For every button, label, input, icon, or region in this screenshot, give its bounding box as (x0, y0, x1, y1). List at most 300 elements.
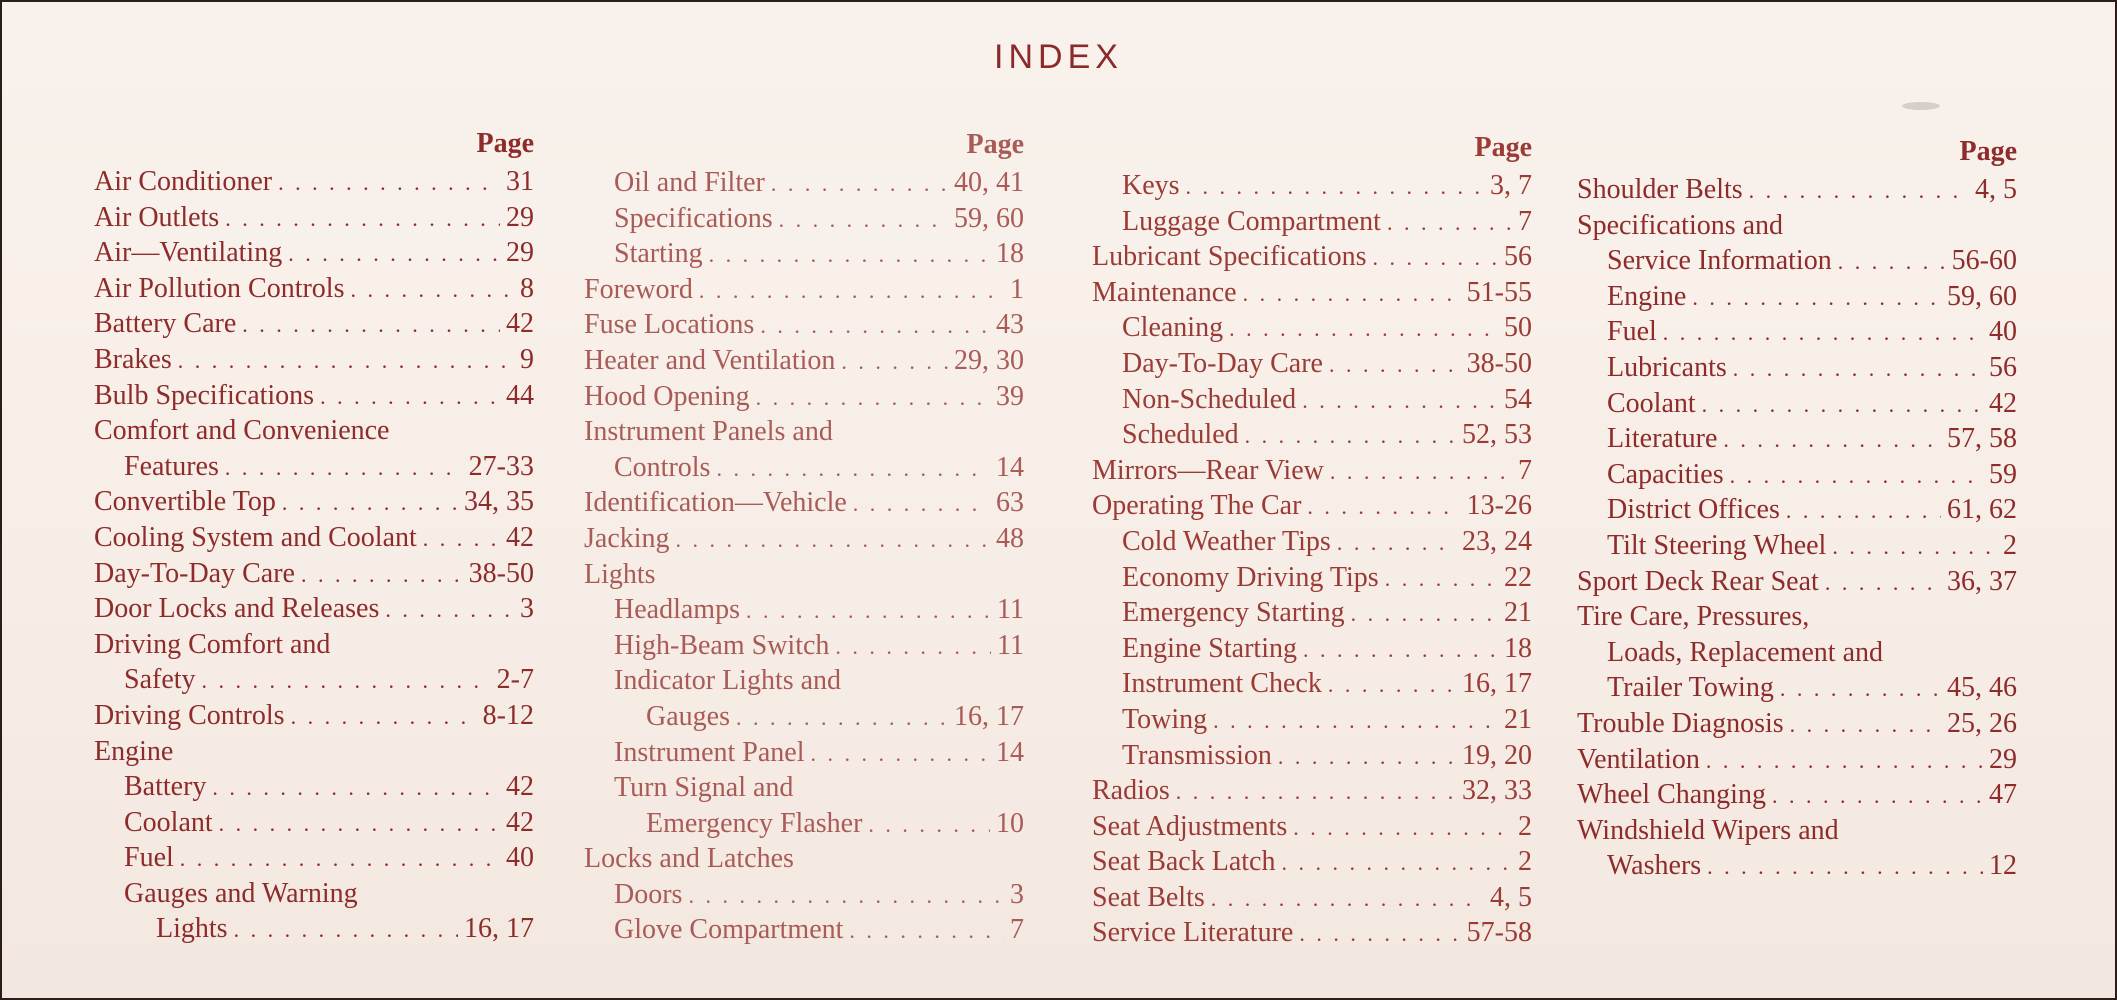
index-entry (94, 876, 534, 912)
index-entry (1577, 635, 2017, 671)
index-entry (1577, 528, 2017, 564)
dot-leader (1186, 169, 1484, 205)
entry-page: 51-55 (1466, 276, 1532, 308)
index-entry (1577, 777, 2017, 813)
entry-page: 40 (506, 842, 534, 874)
entry-text: Sport Deck Rear Seat (1577, 565, 1819, 597)
dot-leader (760, 308, 990, 344)
entry-page: 63 (996, 487, 1024, 519)
entry-page: 16, 17 (464, 913, 534, 945)
dot-leader (676, 522, 990, 558)
entry-text: Seat Back Latch (1092, 846, 1276, 878)
entry-text: Loads, Replacement and (1607, 636, 1884, 668)
entry-page: 11 (997, 629, 1024, 661)
index-entry (1092, 275, 1532, 311)
index-entry (94, 698, 534, 734)
entry-text: Gauges and Warning (124, 877, 358, 909)
dot-leader (1213, 703, 1498, 739)
entry-page: 38-50 (1466, 347, 1532, 379)
entry-page: 18 (1504, 632, 1532, 664)
index-entry (584, 414, 1024, 450)
entry-text: Indicator Lights and (614, 665, 842, 697)
entry-text: Emergency Flasher (646, 807, 863, 839)
entry-page: 50 (1504, 312, 1532, 344)
entry-text: Battery (124, 771, 207, 803)
index-entry (1092, 631, 1532, 667)
entry-text: Specifications (614, 202, 773, 234)
entry-text: Transmission (1122, 739, 1272, 771)
dot-leader (1790, 707, 1941, 743)
dot-leader (1387, 205, 1512, 241)
entry-page: 56 (1989, 351, 2017, 383)
entry-page: 2-7 (496, 664, 534, 696)
index-column-2 (584, 125, 1024, 948)
dot-leader (1663, 315, 1983, 351)
entry-page: 61, 62 (1947, 494, 2017, 526)
index-entry (94, 306, 534, 342)
index-column-3 (1092, 128, 1532, 951)
page-column-header: Page (476, 128, 534, 159)
index-entry (584, 770, 1024, 806)
entry-page: 7 (1518, 454, 1532, 486)
entry-text: Seat Belts (1092, 881, 1205, 913)
page-column-header: Page (1474, 132, 1532, 163)
dot-leader (180, 841, 500, 877)
index-entry (1577, 350, 2017, 386)
dot-leader (1730, 458, 1983, 494)
entry-text: Convertible Top (94, 486, 276, 518)
entry-page: 18 (996, 238, 1024, 270)
entry-text: Coolant (124, 806, 213, 838)
entry-page: 42 (1989, 387, 2017, 419)
entry-page: 52, 53 (1462, 419, 1532, 451)
index-entry (584, 379, 1024, 415)
entry-text: Identification—Vehicle (584, 487, 847, 519)
entry-text: Emergency Starting (1122, 597, 1345, 629)
index-entry (94, 556, 534, 592)
index-entry (1092, 524, 1532, 560)
entry-page: 3 (1010, 878, 1024, 910)
entry-text: Driving Comfort and (94, 628, 331, 660)
index-entry (94, 413, 534, 449)
entry-page: 42 (506, 308, 534, 340)
index-entry (1577, 670, 2017, 706)
dot-leader (853, 486, 990, 522)
entry-page: 45, 46 (1947, 672, 2017, 704)
entry-text: Literature (1607, 423, 1718, 455)
entry-page: 12 (1989, 850, 2017, 882)
entry-page: 8 (520, 272, 534, 304)
index-entry (584, 521, 1024, 557)
entry-text: Trailer Towing (1607, 672, 1774, 704)
dot-leader (1838, 244, 1946, 280)
dot-leader (1243, 276, 1461, 312)
dot-leader (242, 307, 500, 343)
dot-leader (868, 807, 990, 843)
index-entry (94, 840, 534, 876)
dot-leader (1723, 422, 1941, 458)
dot-leader (1786, 493, 1941, 529)
index-entry (94, 378, 534, 414)
dot-leader (849, 913, 1004, 949)
index-entry (584, 735, 1024, 771)
entry-page: 22 (1504, 561, 1532, 593)
index-entry (584, 201, 1024, 237)
entry-page: 40 (1989, 316, 2017, 348)
dot-leader (746, 593, 991, 629)
entry-text: Air Pollution Controls (94, 272, 345, 304)
dot-leader (1692, 280, 1941, 316)
entry-page: 43 (996, 309, 1024, 341)
dot-leader (736, 700, 948, 736)
index-entry (584, 628, 1024, 664)
index-entry (1092, 560, 1532, 596)
entry-page: 29, 30 (954, 344, 1024, 376)
dot-leader (301, 557, 463, 593)
entry-text: Maintenance (1092, 276, 1237, 308)
index-entry (94, 520, 534, 556)
dot-leader (1176, 774, 1456, 810)
dot-leader (1307, 489, 1460, 525)
index-column-4 (1577, 132, 2017, 884)
dot-leader (779, 202, 948, 238)
dot-leader (1293, 810, 1512, 846)
entry-page: 44 (506, 379, 534, 411)
entry-text: Day-To-Day Care (94, 557, 295, 589)
index-entry (1577, 564, 2017, 600)
entry-page: 10 (996, 807, 1024, 839)
entry-page: 39 (996, 380, 1024, 412)
entry-page: 59 (1989, 458, 2017, 490)
index-entry (1092, 773, 1532, 809)
entry-text: Lubricants (1607, 351, 1727, 383)
index-entry (584, 806, 1024, 842)
index-entry (1092, 488, 1532, 524)
dot-leader (1825, 565, 1941, 601)
dot-leader (1772, 778, 1983, 814)
dot-leader (1706, 743, 1983, 779)
index-entries (1092, 168, 1532, 951)
entry-text: Coolant (1607, 387, 1696, 419)
index-entry (1092, 382, 1532, 418)
index-entry (584, 450, 1024, 486)
paper-smudge (1902, 102, 1940, 110)
entry-text: Windshield Wipers and (1577, 814, 1839, 846)
index-entry (1092, 844, 1532, 880)
entry-page: 57, 58 (1947, 423, 2017, 455)
index-entry (94, 769, 534, 805)
index-column-1 (94, 124, 534, 947)
entry-text: Engine Starting (1122, 632, 1297, 664)
index-entry (584, 485, 1024, 521)
entry-text: Fuel (124, 842, 174, 874)
entry-text: Luggage Compartment (1122, 205, 1381, 237)
entry-page: 11 (997, 594, 1024, 626)
entry-page: 23, 24 (1462, 525, 1532, 557)
entry-text: Towing (1122, 703, 1208, 735)
entry-text: Lights (156, 913, 228, 945)
entry-text: Locks and Latches (584, 843, 794, 875)
entry-text: Fuse Locations (584, 309, 755, 341)
index-entry (1092, 809, 1532, 845)
entry-text: Trouble Diagnosis (1577, 707, 1784, 739)
entry-text: Glove Compartment (614, 914, 844, 946)
entry-text: Shoulder Belts (1577, 174, 1743, 205)
entry-page: 3 (520, 593, 534, 625)
dot-leader (225, 201, 500, 237)
entry-text: Scheduled (1122, 419, 1239, 451)
index-entry (584, 877, 1024, 913)
entry-text: Operating The Car (1092, 490, 1302, 522)
entry-text: Ventilation (1577, 743, 1700, 775)
entry-text: Brakes (94, 343, 172, 375)
entry-text: Foreword (584, 273, 693, 305)
index-entry (94, 662, 534, 698)
dot-leader (841, 344, 948, 380)
dot-leader (1330, 454, 1512, 490)
index-entry (1577, 314, 2017, 350)
index-entry (584, 912, 1024, 948)
entry-text: Comfort and Convenience (94, 415, 390, 447)
entry-page: 42 (506, 771, 534, 803)
index-entry (94, 627, 534, 663)
dot-leader (1351, 596, 1498, 632)
entry-page: 4, 5 (1490, 881, 1532, 913)
dot-leader (202, 663, 491, 699)
index-entry (1577, 421, 2017, 457)
entry-page: 38-50 (468, 557, 534, 589)
entry-page: 47 (1989, 779, 2017, 811)
entry-page: 54 (1504, 383, 1532, 415)
dot-leader (219, 806, 500, 842)
entry-page: 42 (506, 806, 534, 838)
dot-leader (1707, 849, 1983, 885)
entry-page: 8-12 (482, 699, 534, 731)
entry-page: 36, 37 (1947, 565, 2017, 597)
entry-page: 2 (2003, 529, 2017, 561)
dot-leader (1229, 311, 1498, 347)
dot-leader (320, 379, 500, 415)
index-entry (584, 165, 1024, 201)
entry-page: 42 (506, 521, 534, 553)
index-entry (94, 164, 534, 200)
index-entry (94, 805, 534, 841)
index-entry (1577, 813, 2017, 849)
entry-text: Instrument Panel (614, 736, 805, 768)
dot-leader (212, 770, 500, 806)
dot-leader (278, 165, 500, 201)
entry-text: Cleaning (1122, 312, 1224, 344)
index-entry (1092, 738, 1532, 774)
entry-page: 21 (1504, 703, 1532, 735)
entry-page: 57-58 (1466, 917, 1532, 949)
index-entries (584, 165, 1024, 948)
entry-text: Features (124, 450, 219, 482)
entry-text: Non-Scheduled (1122, 383, 1297, 415)
entry-text: Capacities (1607, 458, 1724, 490)
entry-text: Service Literature (1092, 917, 1294, 949)
entry-text: District Offices (1607, 494, 1780, 526)
dot-leader (385, 592, 514, 628)
index-entry (1092, 239, 1532, 275)
entry-text: Controls (614, 451, 711, 483)
dot-leader (1733, 351, 1983, 387)
entry-page: 40, 41 (954, 167, 1024, 198)
entry-text: Door Locks and Releases (94, 593, 380, 625)
index-entry (584, 592, 1024, 628)
entry-page: 2 (1518, 810, 1532, 842)
dot-leader (811, 736, 990, 772)
dot-leader (1328, 667, 1456, 703)
dot-leader (1329, 347, 1461, 383)
entry-text: Engine (1607, 280, 1687, 312)
dot-leader (178, 343, 514, 379)
entry-page: 21 (1504, 597, 1532, 629)
index-entry (584, 272, 1024, 308)
entry-page: 56-60 (1951, 245, 2017, 277)
index-entry (1577, 172, 2017, 208)
entry-text: Instrument Panels and (584, 416, 833, 448)
entry-page: 4, 5 (1975, 174, 2017, 205)
entry-text: Air Conditioner (94, 166, 273, 197)
index-entry (1092, 453, 1532, 489)
entry-page: 31 (506, 166, 534, 197)
index-entry (1092, 204, 1532, 240)
index-entry (1092, 168, 1532, 204)
dot-leader (1832, 529, 1997, 565)
dot-leader (1372, 240, 1498, 276)
dot-leader (234, 912, 458, 948)
entry-text: Washers (1607, 850, 1702, 882)
entry-page: 9 (520, 343, 534, 375)
index-entry (1577, 706, 2017, 742)
dot-leader (1299, 916, 1460, 952)
dot-leader (1337, 525, 1456, 561)
index-entry (94, 200, 534, 236)
index-entry (1577, 243, 2017, 279)
entry-page: 29 (506, 237, 534, 269)
index-entry (1092, 346, 1532, 382)
entry-text: Seat Adjustments (1092, 810, 1288, 842)
entry-text: Fuel (1607, 316, 1657, 348)
entry-text: Engine (94, 735, 174, 767)
index-entry (1577, 848, 2017, 884)
index-entry (584, 663, 1024, 699)
index-entry (1092, 702, 1532, 738)
entry-page: 59, 60 (954, 202, 1024, 234)
entry-text: High-Beam Switch (614, 629, 830, 661)
index-entry (94, 449, 534, 485)
entry-text: Driving Controls (94, 699, 285, 731)
index-entry (1092, 666, 1532, 702)
dot-leader (699, 273, 1004, 309)
entry-text: Instrument Check (1122, 668, 1322, 700)
entry-text: Heater and Ventilation (584, 344, 836, 376)
index-entry (94, 271, 534, 307)
index-entry (1577, 457, 2017, 493)
page-column-header: Page (1959, 136, 2017, 167)
entry-text: Doors (614, 878, 683, 910)
dot-leader (1281, 845, 1512, 881)
entry-text: Oil and Filter (614, 167, 765, 198)
entry-text: Bulb Specifications (94, 379, 315, 411)
index-entries (1577, 172, 2017, 884)
index-entry (1092, 880, 1532, 916)
dot-leader (291, 699, 477, 735)
entry-page: 29 (506, 201, 534, 233)
entry-text: Headlamps (614, 594, 740, 626)
page-column-header: Page (966, 129, 1024, 160)
index-entry (1577, 386, 2017, 422)
index-entry (584, 841, 1024, 877)
dot-leader (1749, 173, 1969, 209)
entry-page: 7 (1010, 914, 1024, 946)
index-entry (584, 307, 1024, 343)
entry-page: 16, 17 (954, 700, 1024, 732)
entry-text: Jacking (584, 522, 670, 554)
index-entry (94, 484, 534, 520)
entry-page: 27-33 (468, 450, 534, 482)
entry-text: Air Outlets (94, 201, 220, 233)
dot-leader (835, 629, 991, 665)
index-entries (94, 164, 534, 947)
index-entry (94, 591, 534, 627)
dot-leader (709, 237, 990, 273)
entry-text: Lubricant Specifications (1092, 241, 1367, 273)
dot-leader (1211, 881, 1484, 917)
entry-text: Lights (584, 558, 656, 590)
entry-text: Safety (124, 664, 196, 696)
index-entry (1577, 599, 2017, 635)
entry-page: 29 (1989, 743, 2017, 775)
page-title: INDEX (994, 38, 1123, 76)
dot-leader (1303, 632, 1498, 668)
entry-page: 13-26 (1466, 490, 1532, 522)
entry-text: Wheel Changing (1577, 779, 1766, 811)
dot-leader (225, 450, 463, 486)
entry-page: 32, 33 (1462, 775, 1532, 807)
dot-leader (1780, 671, 1941, 707)
entry-text: Day-To-Day Care (1122, 347, 1323, 379)
index-entry (1577, 208, 2017, 244)
entry-page: 59, 60 (1947, 280, 2017, 312)
entry-page: 14 (996, 736, 1024, 768)
index-entry (584, 343, 1024, 379)
index-entry (1577, 279, 2017, 315)
index-entry (584, 699, 1024, 735)
entry-text: Specifications and (1577, 209, 1784, 241)
entry-page: 3, 7 (1490, 170, 1532, 201)
index-entry (1092, 417, 1532, 453)
entry-page: 16, 17 (1462, 668, 1532, 700)
entry-text: Cold Weather Tips (1122, 525, 1331, 557)
dot-leader (716, 451, 990, 487)
entry-text: Keys (1122, 170, 1180, 201)
entry-text: Cooling System and Coolant (94, 521, 417, 553)
entry-text: Turn Signal and (614, 772, 794, 804)
index-entry (584, 557, 1024, 593)
dot-leader (688, 878, 1004, 914)
entry-text: Starting (614, 238, 703, 270)
entry-text: Economy Driving Tips (1122, 561, 1379, 593)
entry-text: Mirrors—Rear View (1092, 454, 1324, 486)
dot-leader (771, 166, 948, 202)
index-entry (1092, 595, 1532, 631)
entry-page: 34, 35 (464, 486, 534, 518)
dot-leader (1702, 387, 1983, 423)
entry-page: 19, 20 (1462, 739, 1532, 771)
dot-leader (1302, 383, 1498, 419)
